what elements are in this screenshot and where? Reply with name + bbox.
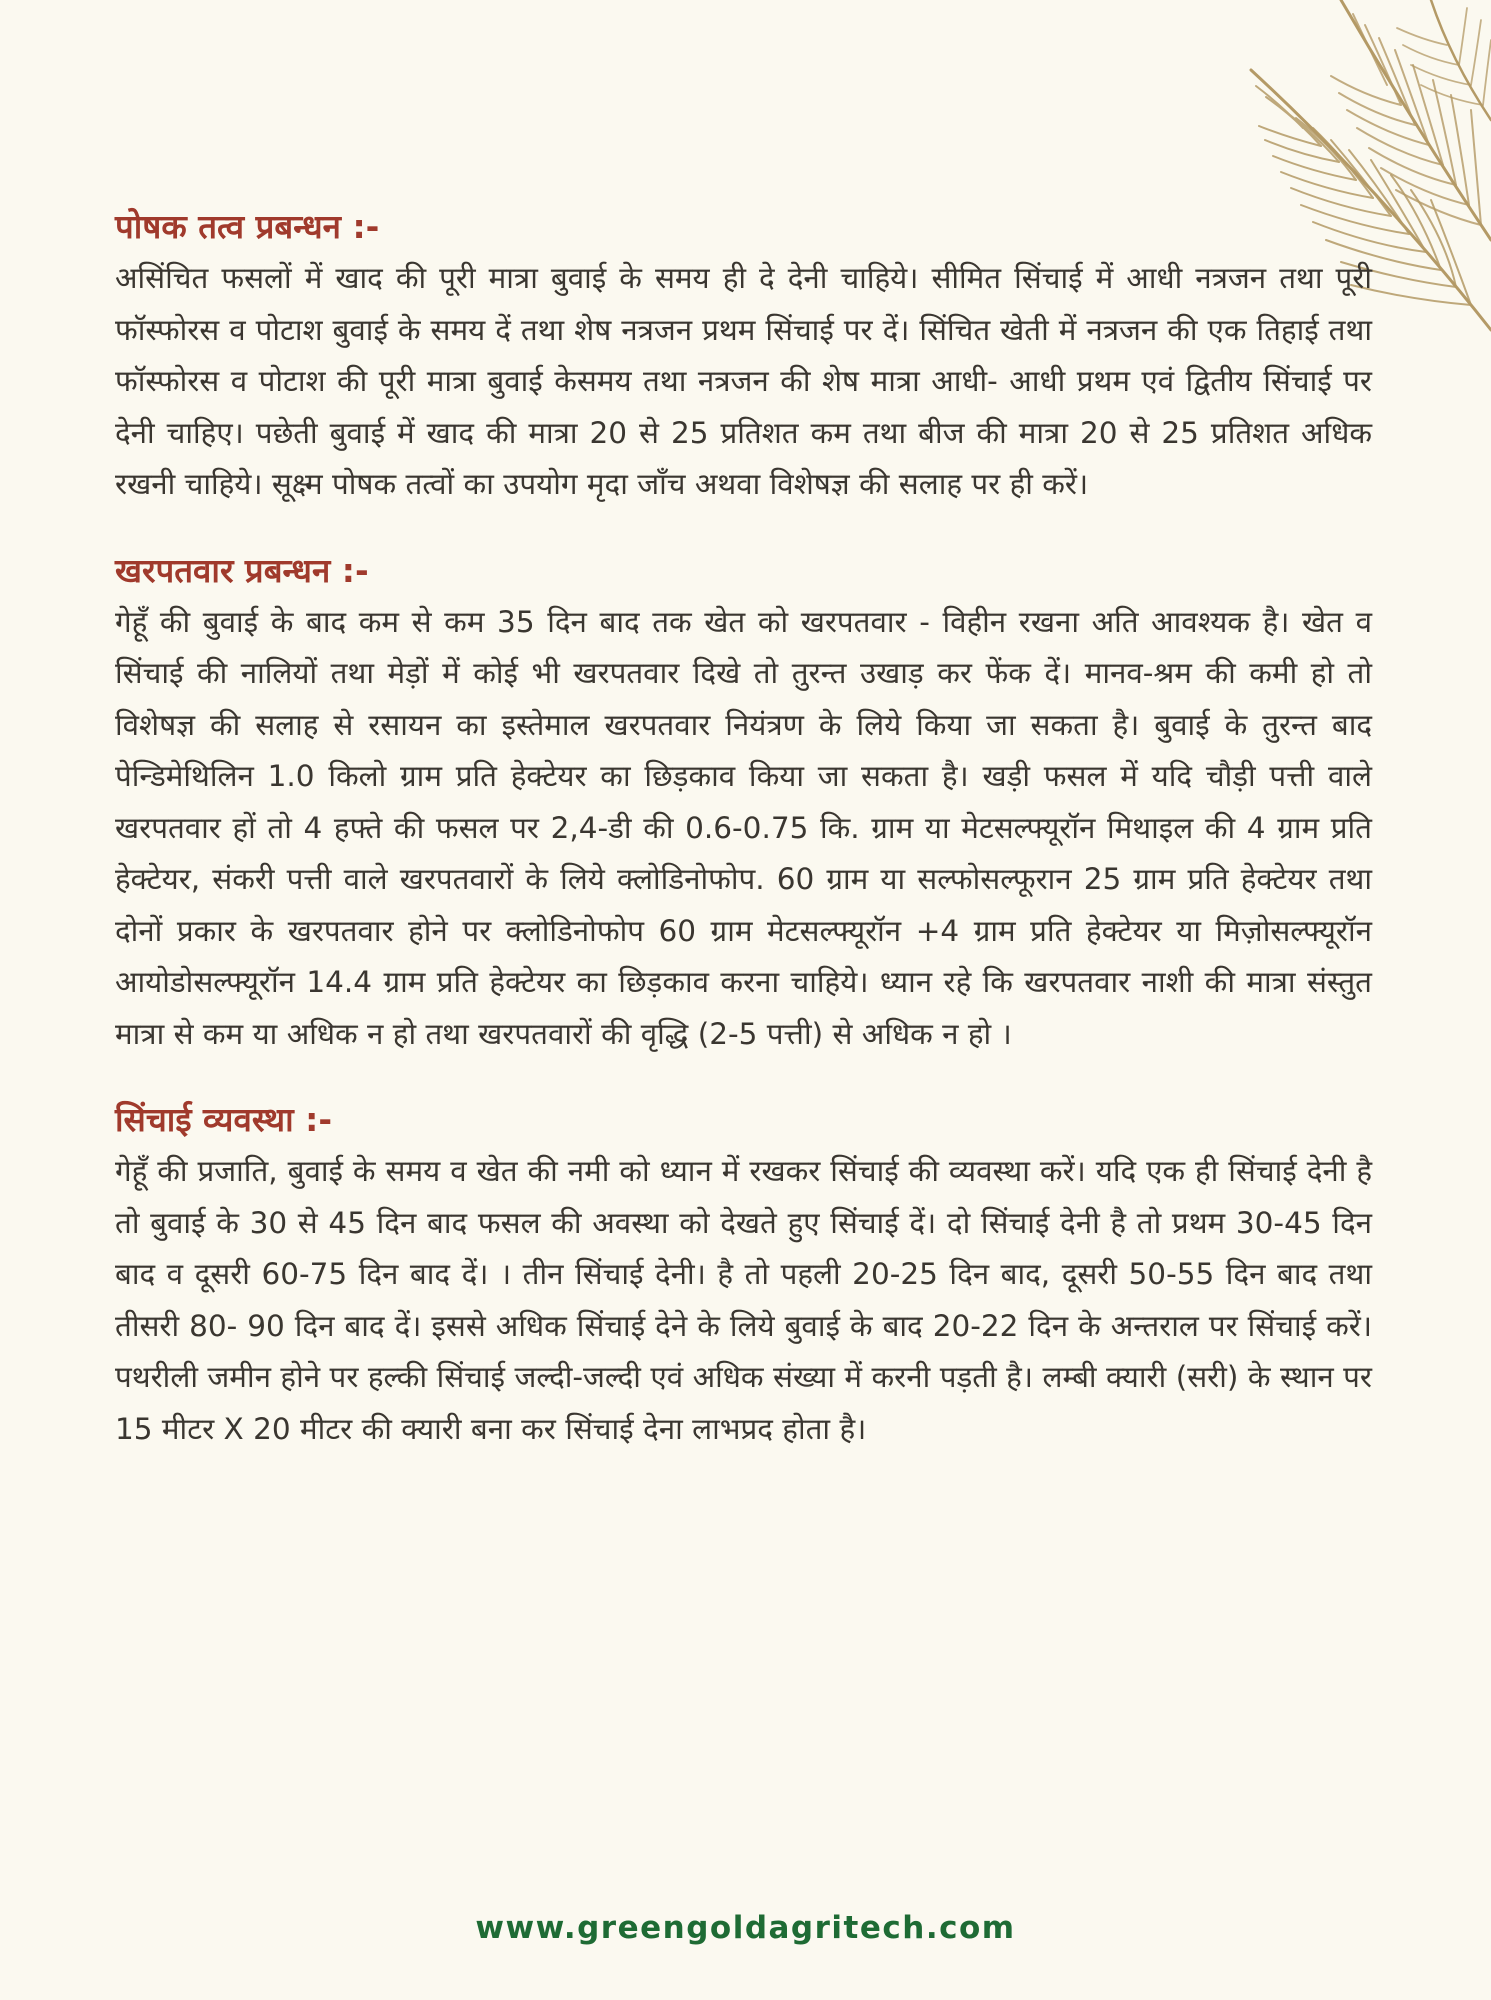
section-heading: खरपतवार प्रबन्धन :-: [115, 550, 369, 590]
section-heading: सिंचाई व्यवस्था :-: [115, 1100, 333, 1139]
section-irrigation: [115, 1098, 1372, 1455]
section-nutrient-management: [115, 205, 1372, 511]
document-body: [115, 205, 1372, 1493]
section-paragraph: गेहूँ की प्रजाति, बुवाई के समय व खेत की नमी को ध्यान में रखकर सिंचाई की व्यवस्था करें। यदि एक ही सिंचाई देनी है तो बुवाई के 30 से 45 दिन बाद फसल की अवस्था को देखते हुए सिंचाई दें। दो सिंचाई देनी है तो प्रथम 30-45 दिन बाद व दूसरी 60-75 दिन बाद दें। । तीन सिंचाई देनी। है तो पहली 20-25 दिन बाद, दूसरी 50-55 दिन बाद तथा तीसरी 80- 90 दिन बाद दें। इससे अधिक सिंचाई देने के लिये बुवाई के बाद 20-22 दिन के अन्तराल पर सिंचाई करें। पथरीली जमीन होने पर हल्की सिंचाई जल्दी-जल्दी एवं अधिक संख्या में करनी पड़ती है। लम्बी क्यारी (सरी) के स्थान पर 15 मीटर X 20 मीटर की क्यारी बना कर सिंचाई देना लाभप्रद होता है।: [115, 1154, 1372, 1446]
section-weed-management: [115, 549, 1372, 1061]
footer-website: www.greengoldagritech.com: [475, 1910, 1016, 1946]
section-paragraph: असिंचित फसलों में खाद की पूरी मात्रा बुवाई के समय ही दे देनी चाहिये। सीमित सिंचाई में आधी नत्रजन तथा पूरी फॉस्फोरस व पोटाश बुवाई के समय दें तथा शेष नत्रजन प्रथम सिंचाई पर दें। सिंचित खेती में नत्रजन की एक तिहाई तथा फॉस्फोरस व पोटाश की पूरी मात्रा बुवाई केसमय तथा नत्रजन की शेष मात्रा आधी- आधी प्रथम एवं द्वितीय सिंचाई पर देनी चाहिए। पछेती बुवाई में खाद की मात्रा 20 से 25 प्रतिशत कम तथा बीज की मात्रा 20 से 25 प्रतिशत अधिक रखनी चाहिये। सूक्ष्म पोषक तत्वों का उपयोग मृदा जाँच अथवा विशेषज्ञ की सलाह पर ही करें।: [115, 261, 1372, 501]
section-paragraph: गेहूँ की बुवाई के बाद कम से कम 35 दिन बाद तक खेत को खरपतवार - विहीन रखना अति आवश्यक है। खेत व सिंचाई की नालियों तथा मेड़ों में कोई भी खरपतवार दिखे तो तुरन्त उखाड़ कर फेंक दें। मानव-श्रम की कमी हो तो विशेषज्ञ की सलाह से रसायन का इस्तेमाल खरपतवार नियंत्रण के लिये किया जा सकता है। बुवाई के तुरन्त बाद पेन्डिमेथिलिन 1.0 किलो ग्राम प्रति हेक्टेयर का छिड़काव किया जा सकता है। खड़ी फसल में यदि चौड़ी पत्ती वाले खरपतवार हों तो 4 हफ्ते की फसल पर 2,4-डी की 0.6-0.75 कि. ग्राम या मेटसल्फ्यूरॉन मिथाइल की 4 ग्राम प्रति हेक्टेयर, संकरी पत्ती वाले खरपतवारों के लिये क्लोडिनोफोप. 60 ग्राम या सल्फोसल्फूरान 25 ग्राम प्रति हेक्टेयर तथा दोनों प्रकार के खरपतवार होने पर क्लोडिनोफोप 60 ग्राम मेटसल्फ्यूरॉन +4 ग्राम प्रति हेक्टेयर या मिज़ोसल्फ्यूरॉन आयोडोसल्फ्यूरॉन 14.4 ग्राम प्रति हेक्टेयर का छिड़काव करना चाहिये। ध्यान रहे कि खरपतवार नाशी की मात्रा संस्तुत मात्रा से कम या अधिक न हो तथा खरपतवारों की वृद्धि (2-5 पत्ती) से अधिक न हो ।: [115, 604, 1372, 1051]
section-heading: पोषक तत्व प्रबन्धन :-: [115, 207, 380, 246]
